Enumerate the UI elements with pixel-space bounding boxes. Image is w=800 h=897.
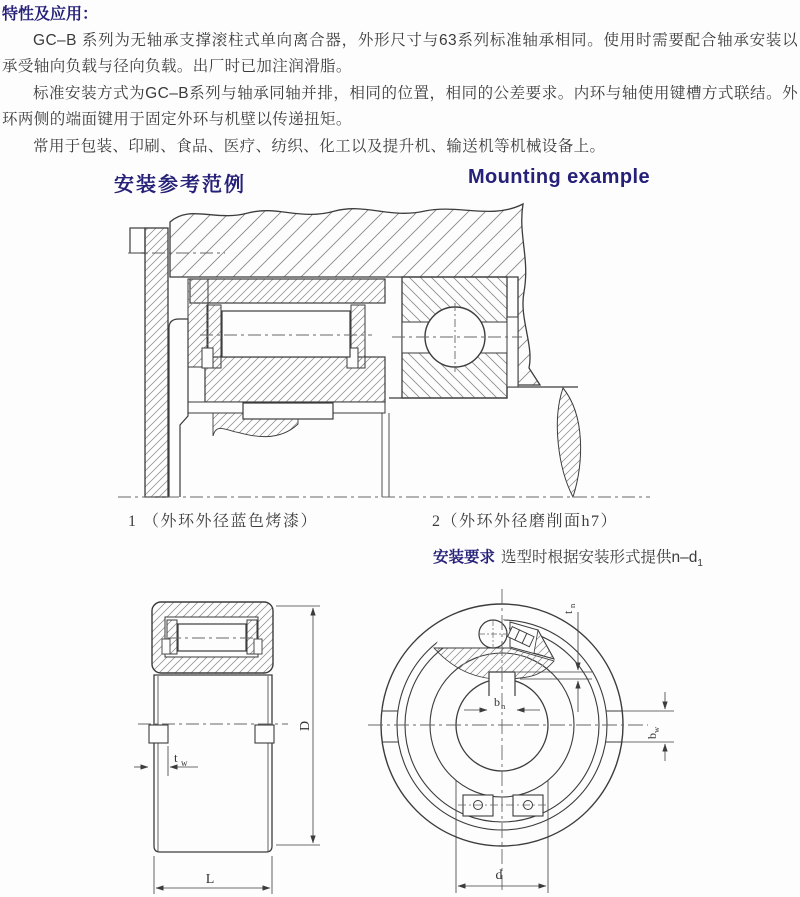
intro-paragraph-3: 常用于包装、印刷、食品、医疗、纺织、化工以及提升机、输送机等机械设备上。 <box>33 137 606 155</box>
intro-paragraph-1: GC–B 系列为无轴承支撑滚柱式单向离合器，外形尺寸与63系列标准轴承相同。使用时需要配合轴承安装以承受轴向负载与径向负载。出厂时已加注润滑脂。 <box>2 32 798 76</box>
dim-label-bn: b <box>494 695 500 709</box>
shaft-break <box>557 388 580 497</box>
cage-left <box>162 639 170 654</box>
machine-wall <box>145 228 168 497</box>
intro-title: 特性及应用： <box>2 6 99 23</box>
clutch-roller <box>222 311 350 357</box>
wall-pin <box>130 228 145 253</box>
dim-label-d: d <box>495 868 503 883</box>
cage-right <box>254 639 262 654</box>
dim-label-tw-sub: w <box>181 758 188 768</box>
caption-outer-ring-ground: 2（外环外径磨削面h7） <box>432 513 619 530</box>
sleeve-edge-lines <box>382 413 389 497</box>
spacer-sleeve <box>169 319 188 497</box>
sprag-left-cage <box>202 348 213 368</box>
dim-label-L: L <box>205 872 215 887</box>
dim-label-bw-sub: w <box>651 726 661 733</box>
install-requirement-label: 安装要求 <box>433 549 496 566</box>
intro-paragraph-2: 标准安装方式为GC–B系列与轴承同轴并排，相同的位置，相同的公差要求。内环与轴使用键槽方式联结。外环两侧的端面键用于固定外环与机壁以传递扭矩。 <box>2 84 798 129</box>
install-requirement-text: 选型时根据安装形式提供n–d <box>501 549 698 566</box>
facekey-slot-left <box>149 725 168 743</box>
roller <box>178 624 246 651</box>
front-view-drawing <box>365 575 695 897</box>
dim-label-tw: t <box>174 750 178 765</box>
mounting-example-drawing <box>110 196 655 501</box>
dim-label-bw: b <box>645 733 659 739</box>
dim-label-D: D <box>298 720 313 731</box>
dim-label-bn-sub: n <box>501 701 506 711</box>
section-heading-en: Mounting example <box>468 166 650 188</box>
intro-block <box>2 2 798 160</box>
inner-ring-sleeve <box>154 675 272 852</box>
side-view-drawing <box>130 585 345 897</box>
clutch-outer-ring <box>190 279 385 303</box>
install-requirement-sub: 1 <box>697 558 703 570</box>
dim-label-tn: t <box>561 610 575 614</box>
install-requirement <box>433 545 703 569</box>
caption-outer-ring-painted: 1 （外环外径蓝色烤漆） <box>128 513 319 530</box>
section-heading-zh: 安装参考范例 <box>114 174 246 196</box>
retaining-plate <box>507 317 518 387</box>
keyway-block <box>243 403 333 419</box>
dim-label-tn-sub: n <box>567 603 577 608</box>
facekey-slot-right <box>255 725 274 743</box>
